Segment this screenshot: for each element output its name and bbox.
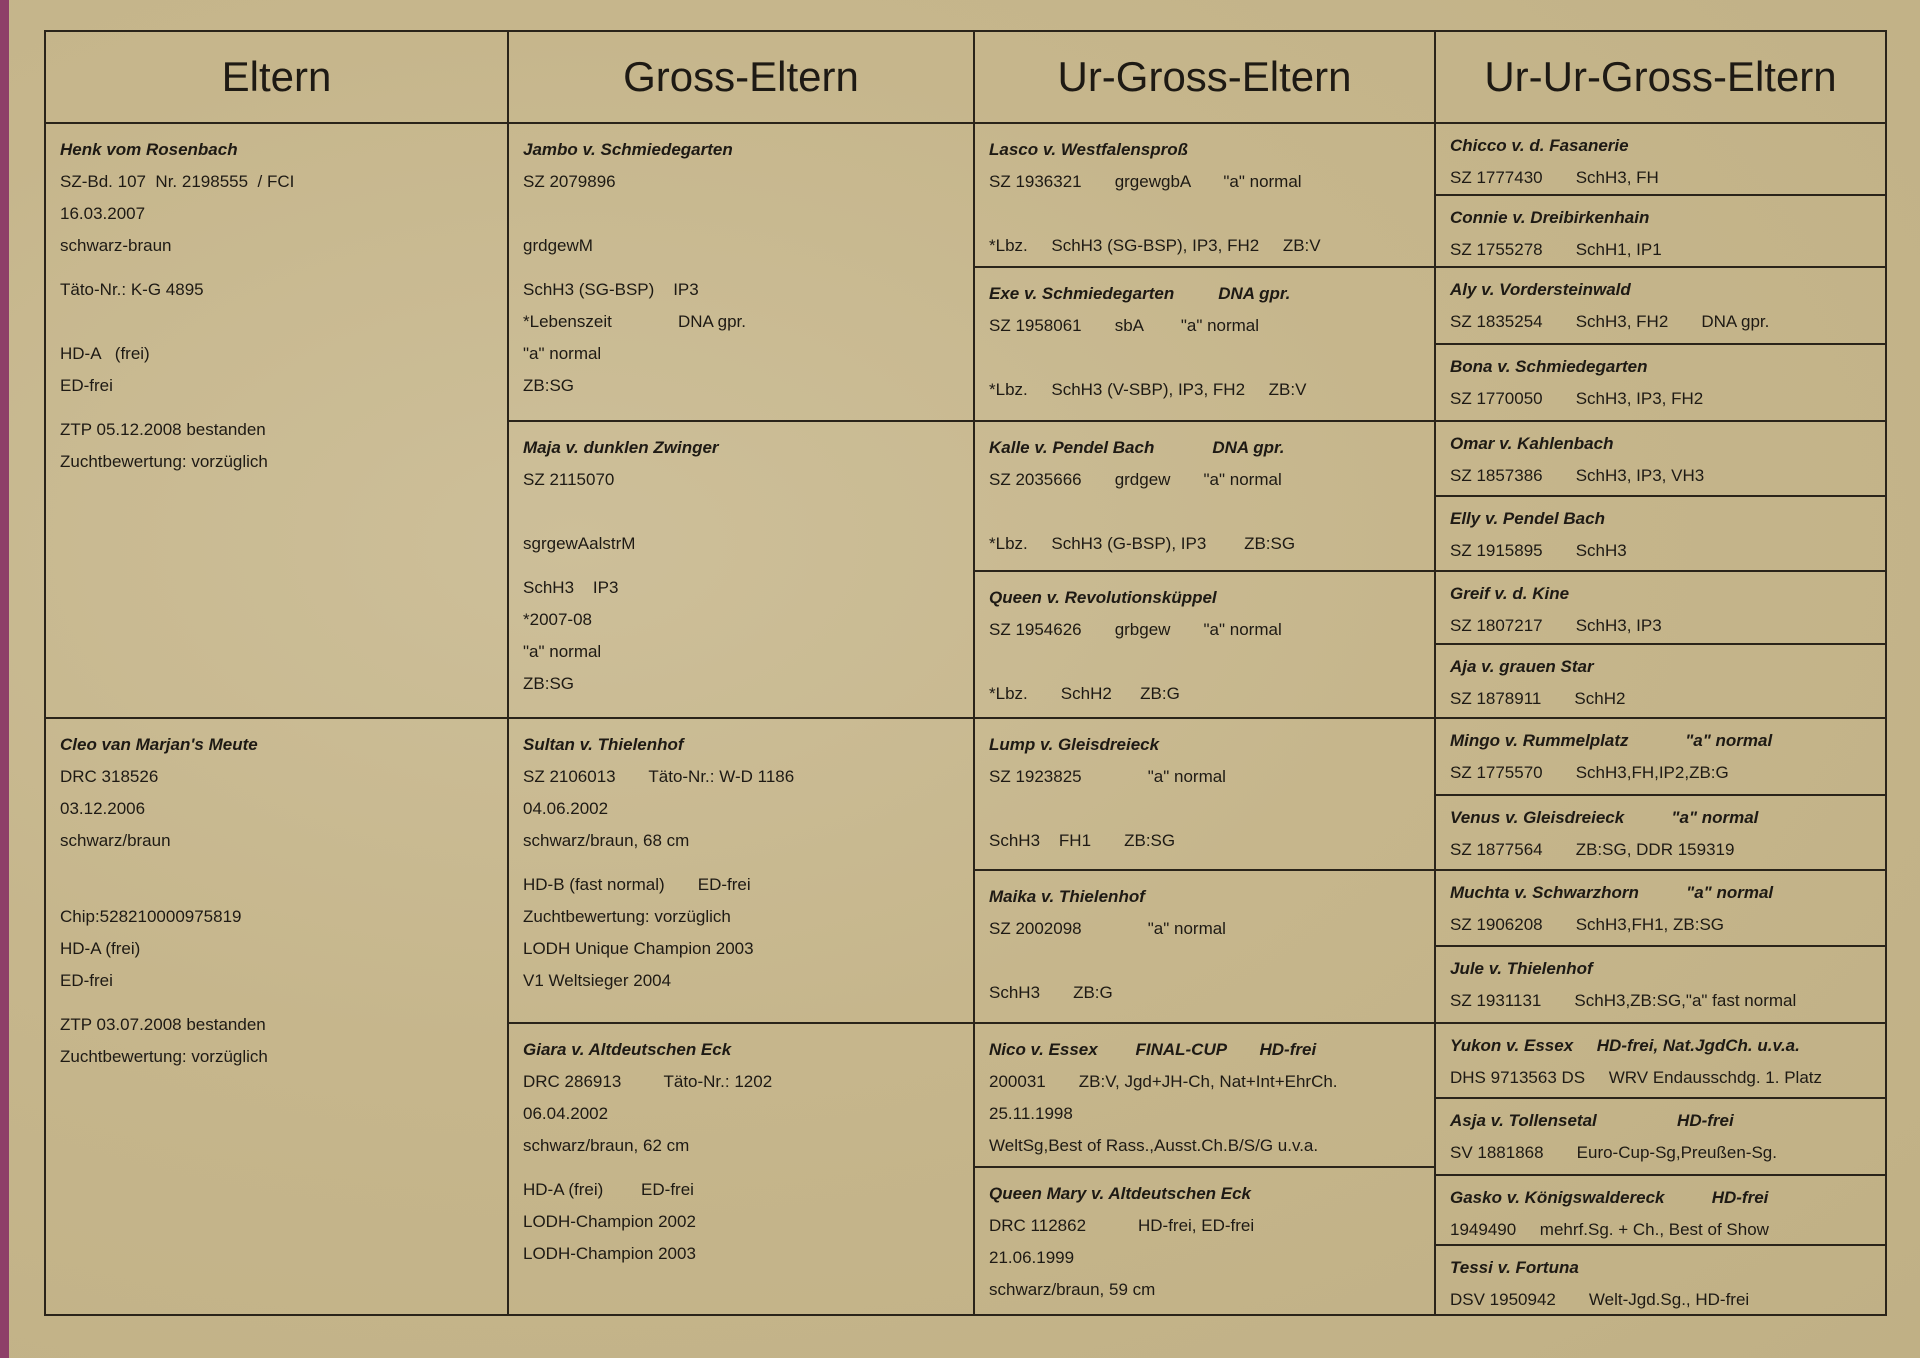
dog-name: Omar v. Kahlenbach: [1450, 434, 1614, 453]
ancestor-12: [1436, 947, 1885, 1024]
reg-number: SZ 2115070: [523, 470, 615, 489]
titles: SchH3 (SG-BSP) IP3: [523, 280, 699, 299]
dog-name: Queen v. Revolutionsküppel: [989, 588, 1217, 607]
ed-status: ED-frei: [60, 376, 113, 395]
grandparent-1: [509, 124, 973, 422]
dog-name: Gasko v. Königswaldereck HD-frei: [1450, 1188, 1769, 1207]
binder-edge: [0, 0, 9, 1358]
reg-line: SZ 1954626 grbgew "a" normal: [989, 620, 1282, 639]
color-code: grdgewM: [523, 236, 593, 255]
reg-line: SZ 1958061 sbA "a" normal: [989, 316, 1260, 335]
titles: *Lbz. SchH3 (G-BSP), IP3 ZB:SG: [989, 534, 1296, 553]
great-grandparent-6: [975, 871, 1434, 1024]
header-eltern: Eltern: [46, 32, 507, 124]
title-2: LODH-Champion 2003: [523, 1244, 696, 1263]
ancestor-3: [1436, 268, 1885, 345]
dog-name: Exe v. Schmiedegarten DNA gpr.: [989, 284, 1291, 303]
reg-number: SZ 2106013 Täto-Nr.: W-D 1186: [523, 767, 795, 786]
reg-line: SZ 1878911 SchH2: [1450, 689, 1626, 708]
dog-name: Aly v. Vordersteinwald: [1450, 280, 1631, 299]
ancestor-14: [1436, 1099, 1885, 1176]
titles: WeltSg,Best of Rass.,Ausst.Ch.B/S/G u.v.a.: [989, 1136, 1319, 1155]
ztp-result: ZTP 05.12.2008 bestanden: [60, 420, 266, 439]
header-ur-gross-eltern: Ur-Gross-Eltern: [975, 32, 1434, 124]
dog-name: Giara v. Altdeutschen Eck: [523, 1040, 732, 1059]
dog-name: Aja v. grauen Star: [1450, 657, 1594, 676]
great-grandparent-3: [975, 422, 1434, 572]
ed-status: "a" normal: [523, 642, 602, 661]
reg-line: SZ 1755278 SchH1, IP1: [1450, 240, 1662, 259]
reg-line: SZ 1807217 SchH3, IP3: [1450, 616, 1662, 635]
color-code: sgrgewAalstrM: [523, 534, 636, 553]
zb-rating: ZB:SG: [523, 376, 575, 395]
grandparent-2: [509, 422, 973, 719]
tattoo-number: Täto-Nr.: K-G 4895: [60, 280, 204, 299]
ancestor-1: [1436, 124, 1885, 196]
reg-line: SZ 2035666 grdgew "a" normal: [989, 470, 1282, 489]
great-grandparent-1: [975, 124, 1434, 268]
hd-status: HD-A (frei): [60, 344, 150, 363]
grandparent-4: [509, 1024, 973, 1314]
parent-sire: [46, 124, 507, 719]
title-1: LODH Unique Champion 2003: [523, 939, 754, 958]
ztp-result: ZTP 03.07.2008 bestanden: [60, 1015, 266, 1034]
reg-line: DSV 1950942 Welt-Jgd.Sg., HD-frei: [1450, 1290, 1750, 1309]
header-ur-ur-gross-eltern: Ur-Ur-Gross-Eltern: [1436, 32, 1885, 124]
zb-rating: ZB:SG: [523, 674, 575, 693]
validity: *Lebenszeit DNA gpr.: [523, 312, 747, 331]
reg-line: SZ 1777430 SchH3, FH: [1450, 168, 1659, 187]
reg-line: SZ 2002098 "a" normal: [989, 919, 1226, 938]
ed-status: "a" normal: [523, 344, 602, 363]
dog-name: Muchta v. Schwarzhorn "a" normal: [1450, 883, 1774, 902]
great-grandparent-4: [975, 572, 1434, 719]
dog-name: Jambo v. Schmiedegarten: [523, 140, 733, 159]
dog-name: Kalle v. Pendel Bach DNA gpr.: [989, 438, 1285, 457]
reg-line: 200031 ZB:V, Jgd+JH-Ch, Nat+Int+EhrCh.: [989, 1072, 1338, 1091]
dog-name: Cleo van Marjan's Meute: [60, 735, 258, 754]
title-1: LODH-Champion 2002: [523, 1212, 696, 1231]
dog-name: Asja v. Tollensetal HD-frei: [1450, 1111, 1734, 1130]
reg-line: SZ 1936321 grgewgbA "a" normal: [989, 172, 1302, 191]
dog-name: Venus v. Gleisdreieck "a" normal: [1450, 808, 1759, 827]
birth-date: 16.03.2007: [60, 204, 146, 223]
dog-name: Elly v. Pendel Bach: [1450, 509, 1605, 528]
dog-name: Lump v. Gleisdreieck: [989, 735, 1160, 754]
reg-line: SZ 1877564 ZB:SG, DDR 159319: [1450, 840, 1735, 859]
reg-line: SZ 1857386 SchH3, IP3, VH3: [1450, 466, 1705, 485]
titles: *Lbz. SchH3 (SG-BSP), IP3, FH2 ZB:V: [989, 236, 1321, 255]
titles: *Lbz. SchH2 ZB:G: [989, 684, 1180, 703]
parent-dam: [46, 719, 507, 1314]
color: schwarz-braun: [60, 236, 172, 255]
reg-number: DRC 318526: [60, 767, 159, 786]
ancestor-5: [1436, 422, 1885, 497]
column-gross-eltern: [509, 32, 975, 1314]
ancestor-15: [1436, 1176, 1885, 1246]
reg-line: DHS 9713563 DS WRV Endausschdg. 1. Platz: [1450, 1068, 1822, 1087]
dog-name: Lasco v. Westfalensproß: [989, 140, 1189, 159]
great-grandparent-7: [975, 1024, 1434, 1168]
titles: *Lbz. SchH3 (V-SBP), IP3, FH2 ZB:V: [989, 380, 1307, 399]
color: schwarz/braun, 59 cm: [989, 1280, 1156, 1299]
titles: SchH3 IP3: [523, 578, 619, 597]
ancestor-10: [1436, 796, 1885, 871]
reg-line: DRC 112862 HD-frei, ED-frei: [989, 1216, 1255, 1235]
ancestor-13: [1436, 1024, 1885, 1099]
dna-tag: DNA gpr.: [1212, 438, 1285, 457]
great-grandparent-2: [975, 268, 1434, 422]
ancestor-16: [1436, 1246, 1885, 1314]
titles: SchH3 FH1 ZB:SG: [989, 831, 1176, 850]
reg-number: SZ-Bd. 107 Nr. 2198555 / FCI: [60, 172, 295, 191]
dog-name: Jule v. Thielenhof: [1450, 959, 1593, 978]
dog-name: Connie v. Dreibirkenhain: [1450, 208, 1650, 227]
dog-name: Bona v. Schmiedegarten: [1450, 357, 1648, 376]
color: schwarz/braun, 62 cm: [523, 1136, 690, 1155]
ed-status: ED-frei: [60, 971, 113, 990]
dog-name: Maika v. Thielenhof: [989, 887, 1145, 906]
birth-date: 06.04.2002: [523, 1104, 609, 1123]
dog-name: Nico v. Essex FINAL-CUP HD-frei: [989, 1040, 1317, 1059]
validity: *2007-08: [523, 610, 593, 629]
column-ur-gross-eltern: [975, 32, 1436, 1314]
dog-name: Mingo v. Rummelplatz "a" normal: [1450, 731, 1773, 750]
pedigree-table: [44, 30, 1887, 1316]
reg-line: SZ 1906208 SchH3,FH1, ZB:SG: [1450, 915, 1725, 934]
reg-line: SZ 1775570 SchH3,FH,IP2,ZB:G: [1450, 763, 1729, 782]
title-2: V1 Weltsieger 2004: [523, 971, 672, 990]
ancestor-8: [1436, 645, 1885, 719]
dog-name: Sultan v. Thielenhof: [523, 735, 684, 754]
ancestor-6: [1436, 497, 1885, 572]
hd-status: HD-A (frei): [60, 939, 141, 958]
breed-rating: Zuchtbewertung: vorzüglich: [60, 1047, 268, 1066]
breed-rating: Zuchtbewertung: vorzüglich: [523, 907, 731, 926]
dog-name: Queen Mary v. Altdeutschen Eck: [989, 1184, 1252, 1203]
birth-date: 25.11.1998: [989, 1104, 1073, 1123]
dog-name: Chicco v. d. Fasanerie: [1450, 136, 1629, 155]
ancestor-11: [1436, 871, 1885, 947]
column-eltern: [46, 32, 509, 1314]
ancestor-2: [1436, 196, 1885, 268]
birth-date: 03.12.2006: [60, 799, 146, 818]
reg-line: SZ 1923825 "a" normal: [989, 767, 1226, 786]
health: HD-A (frei) ED-frei: [523, 1180, 694, 1199]
birth-date: 04.06.2002: [523, 799, 609, 818]
reg-line: SZ 1931131 SchH3,ZB:SG,"a" fast normal: [1450, 991, 1797, 1010]
grandparent-3: [509, 719, 973, 1024]
color: schwarz/braun, 68 cm: [523, 831, 690, 850]
dog-name: Yukon v. Essex HD-frei, Nat.JgdCh. u.v.a.: [1450, 1036, 1800, 1055]
ancestor-7: [1436, 572, 1885, 645]
dog-name: Henk vom Rosenbach: [60, 140, 238, 159]
reg-line: SZ 1770050 SchH3, IP3, FH2: [1450, 389, 1704, 408]
column-ur-ur-gross-eltern: [1436, 32, 1885, 1314]
color: schwarz/braun: [60, 831, 171, 850]
breed-rating: Zuchtbewertung: vorzüglich: [60, 452, 268, 471]
great-grandparent-5: [975, 719, 1434, 871]
birth-date: 21.06.1999: [989, 1248, 1075, 1267]
dog-name: Greif v. d. Kine: [1450, 584, 1570, 603]
titles: SchH3 ZB:G: [989, 983, 1113, 1002]
reg-number: SZ 2079896: [523, 172, 616, 191]
chip-number: Chip:528210000975819: [60, 907, 242, 926]
reg-line: SV 1881868 Euro-Cup-Sg,Preußen-Sg.: [1450, 1143, 1777, 1162]
reg-line: 1949490 mehrf.Sg. + Ch., Best of Show: [1450, 1220, 1769, 1239]
ancestor-9: [1436, 719, 1885, 796]
reg-line: SZ 1835254 SchH3, FH2 DNA gpr.: [1450, 312, 1770, 331]
great-grandparent-8: [975, 1168, 1434, 1314]
reg-number: DRC 286913 Täto-Nr.: 1202: [523, 1072, 773, 1091]
reg-line: SZ 1915895 SchH3: [1450, 541, 1627, 560]
dog-name: Maja v. dunklen Zwinger: [523, 438, 719, 457]
health: HD-B (fast normal) ED-frei: [523, 875, 751, 894]
dna-tag: DNA gpr.: [1218, 284, 1291, 303]
header-gross-eltern: Gross-Eltern: [509, 32, 973, 124]
dog-name: Tessi v. Fortuna: [1450, 1258, 1579, 1277]
ancestor-4: [1436, 345, 1885, 422]
